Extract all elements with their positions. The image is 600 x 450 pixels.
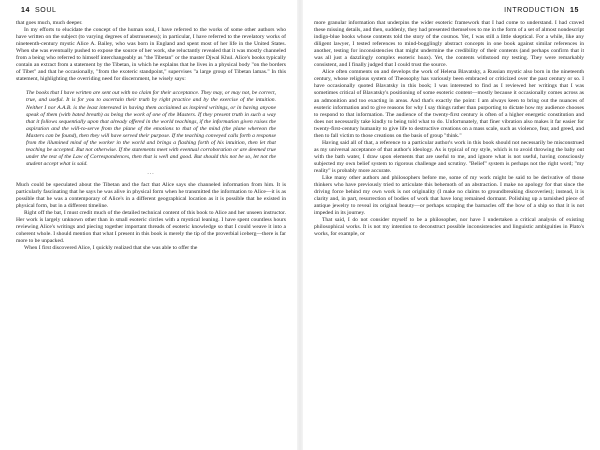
paragraph: Right off the bat, I must credit much of the detailed technical content of this book to Alice and her unseen instructor. Her work is largely unknown other than in small esoteric circles with a mystical leaning. I have spent countless hours reviewing Alice's writings and piecing together important threads of esoteric knowledge so that I could weave it into a coherent whole. I should mention that what I present in this book is merely the tip of the proverbial iceberg—there is far more to be unpacked. xyxy=(16,210,286,245)
running-head: INTRODUCTION xyxy=(504,6,565,14)
left-page-body xyxy=(16,20,286,252)
paragraph: Much could be speculated about the Tibetan and the fact that Alice says she channeled information from him. It is particularly fascinating that he says he was alive in physical form when he transmitted the information to Alice—it is as possible that he was a contemporary of Alice's in a different geographical location as it is possible that he existed in physical form, but in a different timeline. xyxy=(16,181,286,210)
running-head: SOUL xyxy=(35,6,57,14)
page-number: 14 xyxy=(21,6,30,14)
paragraph: that goes much, much deeper. xyxy=(16,20,83,26)
ellipsis: ... xyxy=(147,169,155,176)
left-page xyxy=(0,0,296,450)
right-page-body xyxy=(314,20,584,238)
paragraph: Having said all of that, a reference to a particular author's work in this book should not necessarily be misconstrued as my universal acceptance of that author's ideology. As is typical of my style, which is to avoid throwing the baby out with the bath water, I draw upon elements that are useful to me, and ignore what is not useful, having consciously subjected my own belief system to rigorous challenge and scrutiny. "Belief" system is perhaps not the right word; "my reality" is probably more accurate. xyxy=(314,139,584,174)
right-page-header xyxy=(314,0,584,20)
block-quote: The books that I have written are sent out with no claim for their acceptance. They may, or may not, be correct, true, and useful. It is for you to ascertain their truth by right practice and by the exercise of the intuition. Neither I nor A.A.B. is the least interested in having them acclaimed as inspired writings, or in having anyone speak of them (with bated breath) as being the work of one of the Masters. If they present truth in such a way that it follows sequentially upon that already offered in the world teachings, if the information given raises the aspiration and the will-to-serve from the plane of the emotions to that of the mind (the plane whereon the Masters can be found), then they will have served their purpose. If the teaching conveyed calls forth a response from the illumined mind of the worker in the world and brings a flashing forth of his intuition, then let that teaching be accepted. But not otherwise. If the statements meet with eventual corroboration or are deemed true under the test of the Law of Correspondences, then that is well and good. But should this not be so, let not the student accept what is said. xyxy=(26,90,276,167)
right-page xyxy=(304,0,600,450)
paragraph: more granular information that underpins the wider esoteric framework that I had come to understand. I had craved these missing details, and then, suddenly, they had presented themselves to me in the form of a set of almost nondescript indigo-blue books whose contents told the story of the cosmos. Yet, I was still a little skeptical. For a while, like any diligent lawyer, I tested references to mind-bogglingly abstract concepts in one book against similar references in another, testing for inconsistencies that might undermine the credibility of their contents (and perhaps confirm that it was all just a dazzlingly complex esoteric hoax). Yet, the contents withstood my testing. They were remarkably consistent, and I finally judged that I could trust the source. xyxy=(314,20,584,69)
paragraph: When I first discovered Alice, I quickly realized that she was able to offer the xyxy=(24,245,198,252)
left-page-header xyxy=(16,0,286,20)
paragraph: That said, I do not consider myself to be a philosopher, nor have I undertaken a critical analysis of existing philosophical works. It is not my intention to deconstruct possible inconsistencies and linguistic ambiguities in Plato's works, for example, or xyxy=(314,217,584,238)
page-number: 15 xyxy=(570,6,579,14)
paragraph: Like many other authors and philosophers before me, some of my work might be said to be derivative of those thinkers who have previously tried to articulate this behemoth of an abstraction. I make no apology for that since the driving force behind my own work is not originality (I make no claims to groundbreaking discoveries); instead, it is clarity and, in part, resurrection of bodies of work that have long remained dormant. Polishing up a tarnished piece of antique jewelry to reveal its original beauty—or perhaps scraping the barnacles off the bow of a ship so that it is not impeded in its journey. xyxy=(314,175,584,217)
paragraph: In my efforts to elucidate the concept of the human soul, I have referred to the works of some other authors who have written on the subject (to varying degrees of abstruseness); in particular, I have referred to the revelatory works of nineteenth-century mystic Alice A. Bailey, who was born in England and spent most of her life in the United States. When she was eventually pushed to expose the source of her work, she reluctantly revealed that it was mostly channeled from a being who referred to himself interchangeably as "the Tibetan" or the master Djwal Khul. Alice's books typically contain an extract from a statement by the Tibetan, in which he explains that he lives in a physical body "on the borders of Tibet" and that he occasionally, "from the exoteric standpoint," supervises "a large group of Tibetan lamas." In this statement, highlighting the overriding need for discernment, he wisely says: xyxy=(16,27,286,83)
paragraph: Alice often comments on and develops the work of Helena Blavatsky, a Russian mystic also born in the nineteenth century, whose religious system of Theosophy has variously been embraced or criticized over the past century or so. I have occasionally quoted Blavatsky in this book; I was interested to find as I reviewed her writings that I was sometimes critical of Blavatsky's positioning of some esoteric content—mostly because it occasionally comes across as an admonition and too exacting in areas. And that's exactly the point: I am always keen to bring out the nuances of esoteric information and to give reasons for why I say things rather than purporting to dictate how my audience chooses to respond to that information. The audience of the twenty-first century is often of a higher energetic constitution and does not necessarily take kindly to being told what to do. Unfortunately, that finer vibration also makes it far easier for twenty-first-century humanity to give life to destructive creations on a mass scale, such as violence, fear, and greed, and then to fall victim to those creations on the basis of group "think." xyxy=(314,69,584,139)
page-gutter xyxy=(297,0,303,450)
